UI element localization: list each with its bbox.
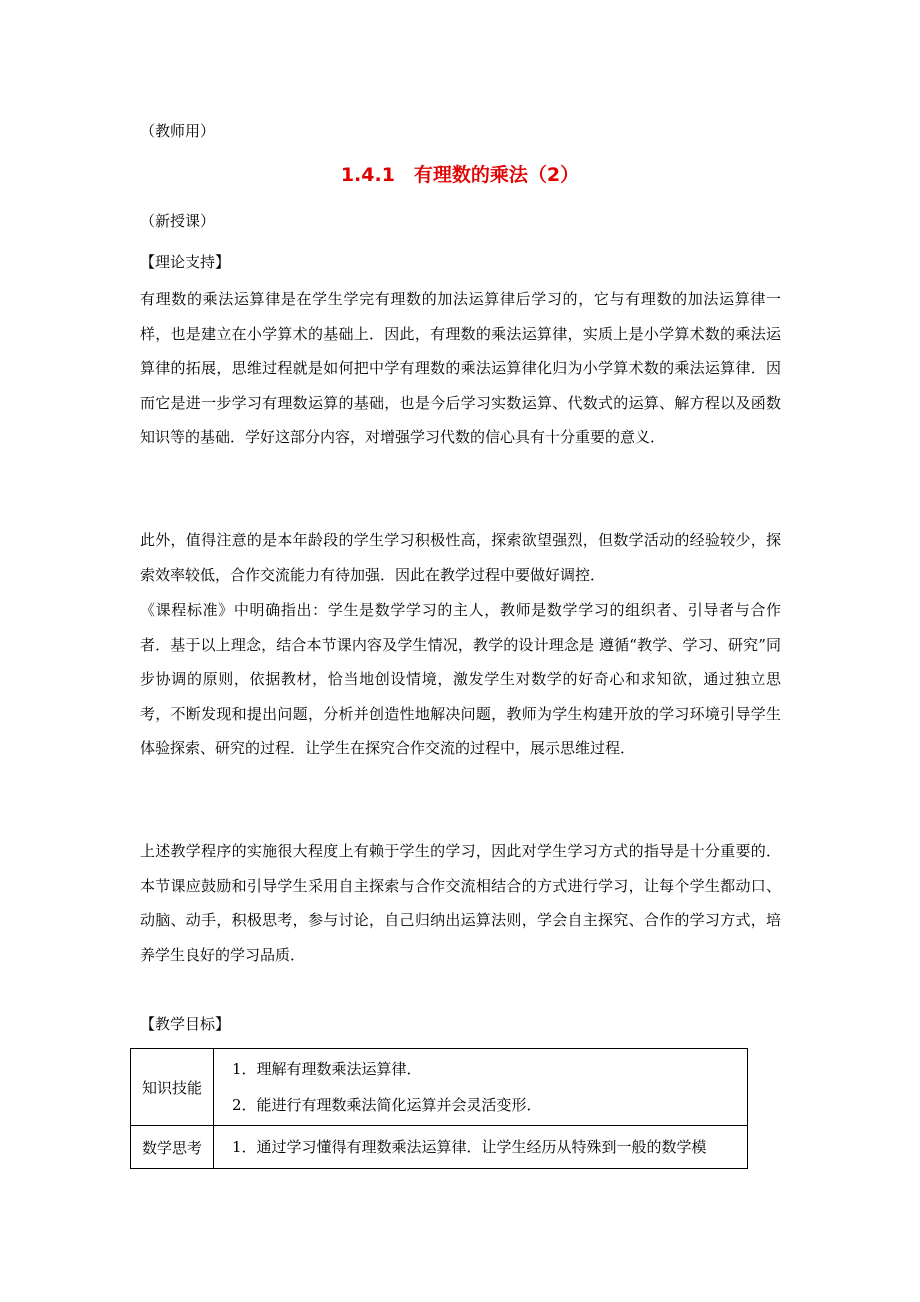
goals-heading: 【教学目标】	[140, 1015, 231, 1033]
page-title: 1.4.1 有理数的乘法（2）	[340, 164, 580, 186]
goal-items	[214, 1049, 748, 1126]
theory-paragraph-1: 有理数的乘法运算律是在学生学完有理数的加法运算律后学习的，它与有理数的加法运算律一样，也是建立在小学算术的基础上．因此，有理数的乘法运算律，实质上是小学算术数的乘法运算律的拓展，思维过程就是如何把中学有理数的乘法运算律化归为小学算术数的乘法运算律．因而它是进一步学习有理数运算的基础，也是今后学习实数运算、代数式的运算、解方程以及函数知识等的基础．学好这部分内容，对增强学习代数的信心具有十分重要的意义．	[140, 290, 781, 446]
goal-category: 知识技能	[131, 1049, 214, 1126]
theory-paragraph-3: 《课程标准》中明确指出：学生是数学学习的主人，教师是数学学习的组织者、引导者与合作者．基于以上理念，结合本节课内容及学生情况，教学的设计理念是 遵循“教学、学习、研究”同步协调的原则，依据教材，恰当地创设情境，激发学生对数学的好奇心和求知欲，通过独立思考，不断发现和提出问题，分析并创造性地解决问题，教师为学生构建开放的学习环境引导学生体验探索、研究的过程．让学生在探究合作交流的过程中，展示思维过程．	[140, 601, 781, 757]
theory-paragraph-2: 此外，值得注意的是本年龄段的学生学习积极性高，探索欲望强烈，但数学活动的经验较少，探索效率较低，合作交流能力有待加强．因此在教学过程中要做好调控．	[140, 531, 781, 584]
theory-paragraph-4: 上述教学程序的实施很大程度上有赖于学生的学习，因此对学生学习方式的指导是十分重要的．本节课应鼓励和引导学生采用自主探索与合作交流相结合的方式进行学习，让每个学生都动口、动脑、动手，积极思考，参与讨论，自己归纳出运算法则，学会自主探究、合作的学习方式，培养学生良好的学习品质．	[140, 842, 781, 964]
goals-table	[130, 1048, 748, 1169]
table-row	[131, 1126, 748, 1169]
goal-item: 2．能进行有理数乘法简化运算并会灵活变形．	[232, 1096, 542, 1114]
goal-item: 1．通过学习懂得有理数乘法运算律．让学生经历从特殊到一般的数学模	[232, 1138, 707, 1156]
goal-item: 1．理解有理数乘法运算律．	[232, 1060, 422, 1078]
lesson-type-note: （新授课）	[140, 212, 216, 230]
goal-category: 数学思考	[131, 1126, 214, 1169]
audience-note: （教师用）	[140, 122, 216, 140]
table-row	[131, 1049, 748, 1126]
goal-items	[214, 1126, 748, 1169]
theory-heading: 【理论支持】	[140, 253, 231, 271]
